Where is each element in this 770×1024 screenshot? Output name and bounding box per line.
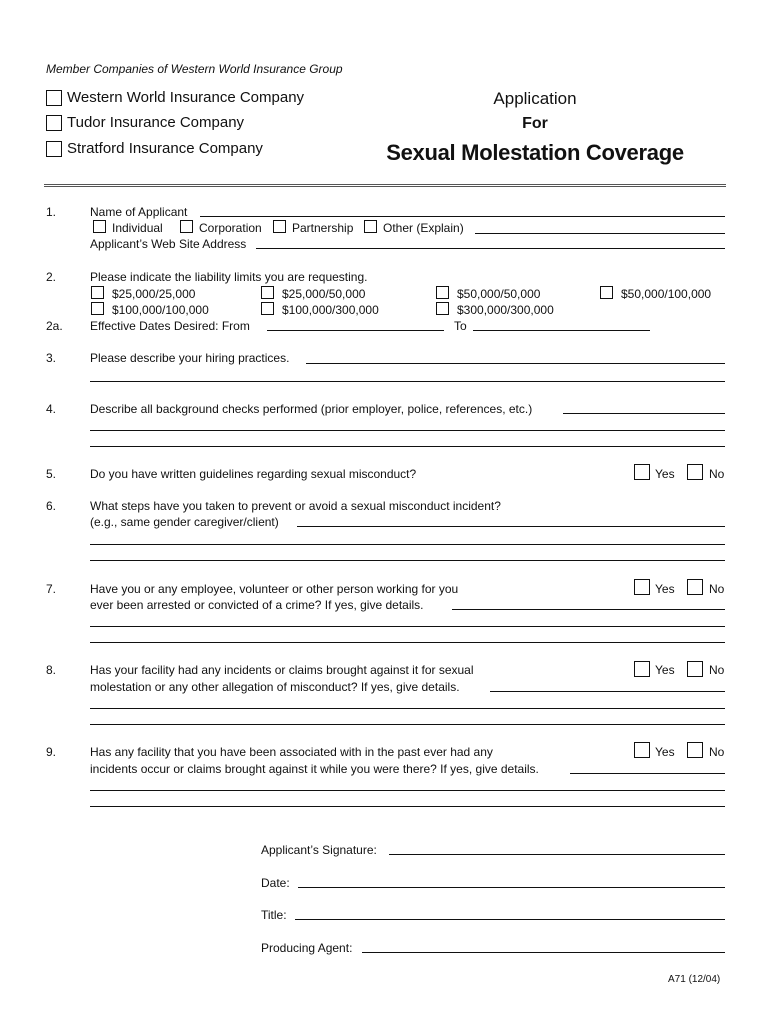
- q9-number: 9.: [46, 745, 57, 759]
- q2a-number: 2a.: [46, 319, 63, 333]
- q7-answer-line-3[interactable]: [90, 642, 725, 643]
- producing-agent-label: Producing Agent:: [261, 941, 353, 955]
- title-application: Application: [493, 89, 577, 108]
- producing-agent-field[interactable]: [362, 952, 725, 953]
- q7-answer-line-2[interactable]: [90, 626, 725, 627]
- q8-yes-checkbox[interactable]: [634, 661, 650, 677]
- checkbox-stratford[interactable]: [46, 141, 62, 157]
- q9-yes-label: Yes: [655, 745, 675, 759]
- q9-no-label: No: [709, 745, 725, 759]
- q2-prompt: Please indicate the liability limits you are requesting.: [90, 270, 368, 284]
- header-divider: [44, 184, 726, 187]
- q6-line2: (e.g., same gender caregiver/client): [90, 515, 279, 529]
- q4-answer-line-2[interactable]: [90, 430, 725, 431]
- q7-answer-line-1[interactable]: [452, 609, 725, 610]
- q7-yes-checkbox[interactable]: [634, 579, 650, 595]
- date-label: Date:: [261, 876, 290, 890]
- q8-line1: Has your facility had any incidents or claims brought against it for sexual: [90, 663, 474, 677]
- title-field[interactable]: [295, 919, 725, 920]
- signature-label: Applicant’s Signature:: [261, 843, 377, 857]
- q8-answer-line-3[interactable]: [90, 724, 725, 725]
- label-individual: Individual: [112, 221, 163, 235]
- label-corporation: Corporation: [199, 221, 262, 235]
- website-field[interactable]: [256, 248, 725, 249]
- member-companies-line: Member Companies of Western World Insurance Group: [46, 62, 343, 76]
- q8-number: 8.: [46, 663, 57, 677]
- checkbox-partnership[interactable]: [273, 220, 286, 233]
- company-western-world: Western World Insurance Company: [67, 89, 305, 106]
- q1-name-label: Name of Applicant: [90, 205, 188, 219]
- q8-answer-line-1[interactable]: [490, 691, 725, 692]
- date-field[interactable]: [298, 887, 725, 888]
- q9-answer-line-3[interactable]: [90, 806, 725, 807]
- label-limit-50-100: $50,000/100,000: [621, 287, 712, 301]
- checkbox-limit-25-25[interactable]: [91, 286, 104, 299]
- title-label: Title:: [261, 908, 287, 922]
- q3-answer-line-2[interactable]: [90, 381, 725, 382]
- checkbox-limit-100-300[interactable]: [261, 302, 274, 315]
- q6-answer-line-3[interactable]: [90, 560, 725, 561]
- q7-yes-label: Yes: [655, 582, 675, 596]
- q8-yes-label: Yes: [655, 663, 675, 677]
- q4-answer-line-1[interactable]: [563, 413, 725, 414]
- q3-number: 3.: [46, 351, 57, 365]
- checkbox-corporation[interactable]: [180, 220, 193, 233]
- q8-no-checkbox[interactable]: [687, 661, 703, 677]
- q2a-label: Effective Dates Desired: From: [90, 319, 250, 333]
- company-tudor: Tudor Insurance Company: [67, 114, 245, 131]
- effective-from-field[interactable]: [267, 330, 444, 331]
- q5-number: 5.: [46, 467, 57, 481]
- q5-text: Do you have written guidelines regarding sexual misconduct?: [90, 467, 417, 481]
- q1-number: 1.: [46, 205, 57, 219]
- checkbox-tudor[interactable]: [46, 115, 62, 131]
- q6-answer-line-2[interactable]: [90, 544, 725, 545]
- label-limit-25-25: $25,000/25,000: [112, 287, 196, 301]
- page-title: Sexual Molestation Coverage: [386, 140, 684, 165]
- label-limit-100-300: $100,000/300,000: [282, 303, 379, 317]
- q8-no-label: No: [709, 663, 725, 677]
- q6-line1: What steps have you taken to prevent or avoid a sexual misconduct incident?: [90, 499, 501, 513]
- q2a-to-label: To: [454, 319, 467, 333]
- checkbox-other[interactable]: [364, 220, 377, 233]
- checkbox-individual[interactable]: [93, 220, 106, 233]
- q5-no-label: No: [709, 467, 725, 481]
- q9-line2: incidents occur or claims brought against it while you were there? If yes, give details.: [90, 762, 539, 776]
- q7-line2: ever been arrested or convicted of a crime? If yes, give details.: [90, 598, 424, 612]
- q7-no-label: No: [709, 582, 725, 596]
- effective-to-field[interactable]: [473, 330, 650, 331]
- checkbox-limit-100-100[interactable]: [91, 302, 104, 315]
- q6-answer-line-1[interactable]: [297, 526, 725, 527]
- label-other: Other (Explain): [383, 221, 464, 235]
- checkbox-limit-50-100[interactable]: [600, 286, 613, 299]
- checkbox-limit-25-50[interactable]: [261, 286, 274, 299]
- title-for: For: [522, 115, 548, 132]
- signature-field[interactable]: [389, 854, 725, 855]
- label-limit-50-50: $50,000/50,000: [457, 287, 541, 301]
- q9-line1: Has any facility that you have been associated with in the past ever had any: [90, 745, 493, 759]
- q4-text: Describe all background checks performed (prior employer, police, references, etc.): [90, 402, 533, 416]
- q3-text: Please describe your hiring practices.: [90, 351, 290, 365]
- label-limit-300-300: $300,000/300,000: [457, 303, 554, 317]
- q5-yes-checkbox[interactable]: [634, 464, 650, 480]
- q9-answer-line-2[interactable]: [90, 790, 725, 791]
- q8-answer-line-2[interactable]: [90, 708, 725, 709]
- q5-no-checkbox[interactable]: [687, 464, 703, 480]
- label-limit-25-50: $25,000/50,000: [282, 287, 366, 301]
- q4-answer-line-3[interactable]: [90, 446, 725, 447]
- q9-answer-line-1[interactable]: [570, 773, 725, 774]
- label-partnership: Partnership: [292, 221, 354, 235]
- q7-number: 7.: [46, 582, 57, 596]
- q9-yes-checkbox[interactable]: [634, 742, 650, 758]
- q3-answer-line-1[interactable]: [306, 363, 725, 364]
- checkbox-western-world[interactable]: [46, 90, 62, 106]
- q1-website-label: Applicant’s Web Site Address: [90, 237, 247, 251]
- checkbox-limit-300-300[interactable]: [436, 302, 449, 315]
- other-explain-field[interactable]: [475, 233, 725, 234]
- company-stratford: Stratford Insurance Company: [67, 140, 263, 157]
- q7-line1: Have you or any employee, volunteer or other person working for you: [90, 582, 459, 596]
- q5-yes-label: Yes: [655, 467, 675, 481]
- q4-number: 4.: [46, 402, 57, 416]
- q6-number: 6.: [46, 499, 57, 513]
- q8-line2: molestation or any other allegation of misconduct? If yes, give details.: [90, 680, 460, 694]
- label-limit-100-100: $100,000/100,000: [112, 303, 209, 317]
- q2-number: 2.: [46, 270, 57, 284]
- q7-no-checkbox[interactable]: [687, 579, 703, 595]
- form-code: A71 (12/04): [668, 974, 721, 985]
- applicant-name-field[interactable]: [200, 216, 725, 217]
- checkbox-limit-50-50[interactable]: [436, 286, 449, 299]
- q9-no-checkbox[interactable]: [687, 742, 703, 758]
